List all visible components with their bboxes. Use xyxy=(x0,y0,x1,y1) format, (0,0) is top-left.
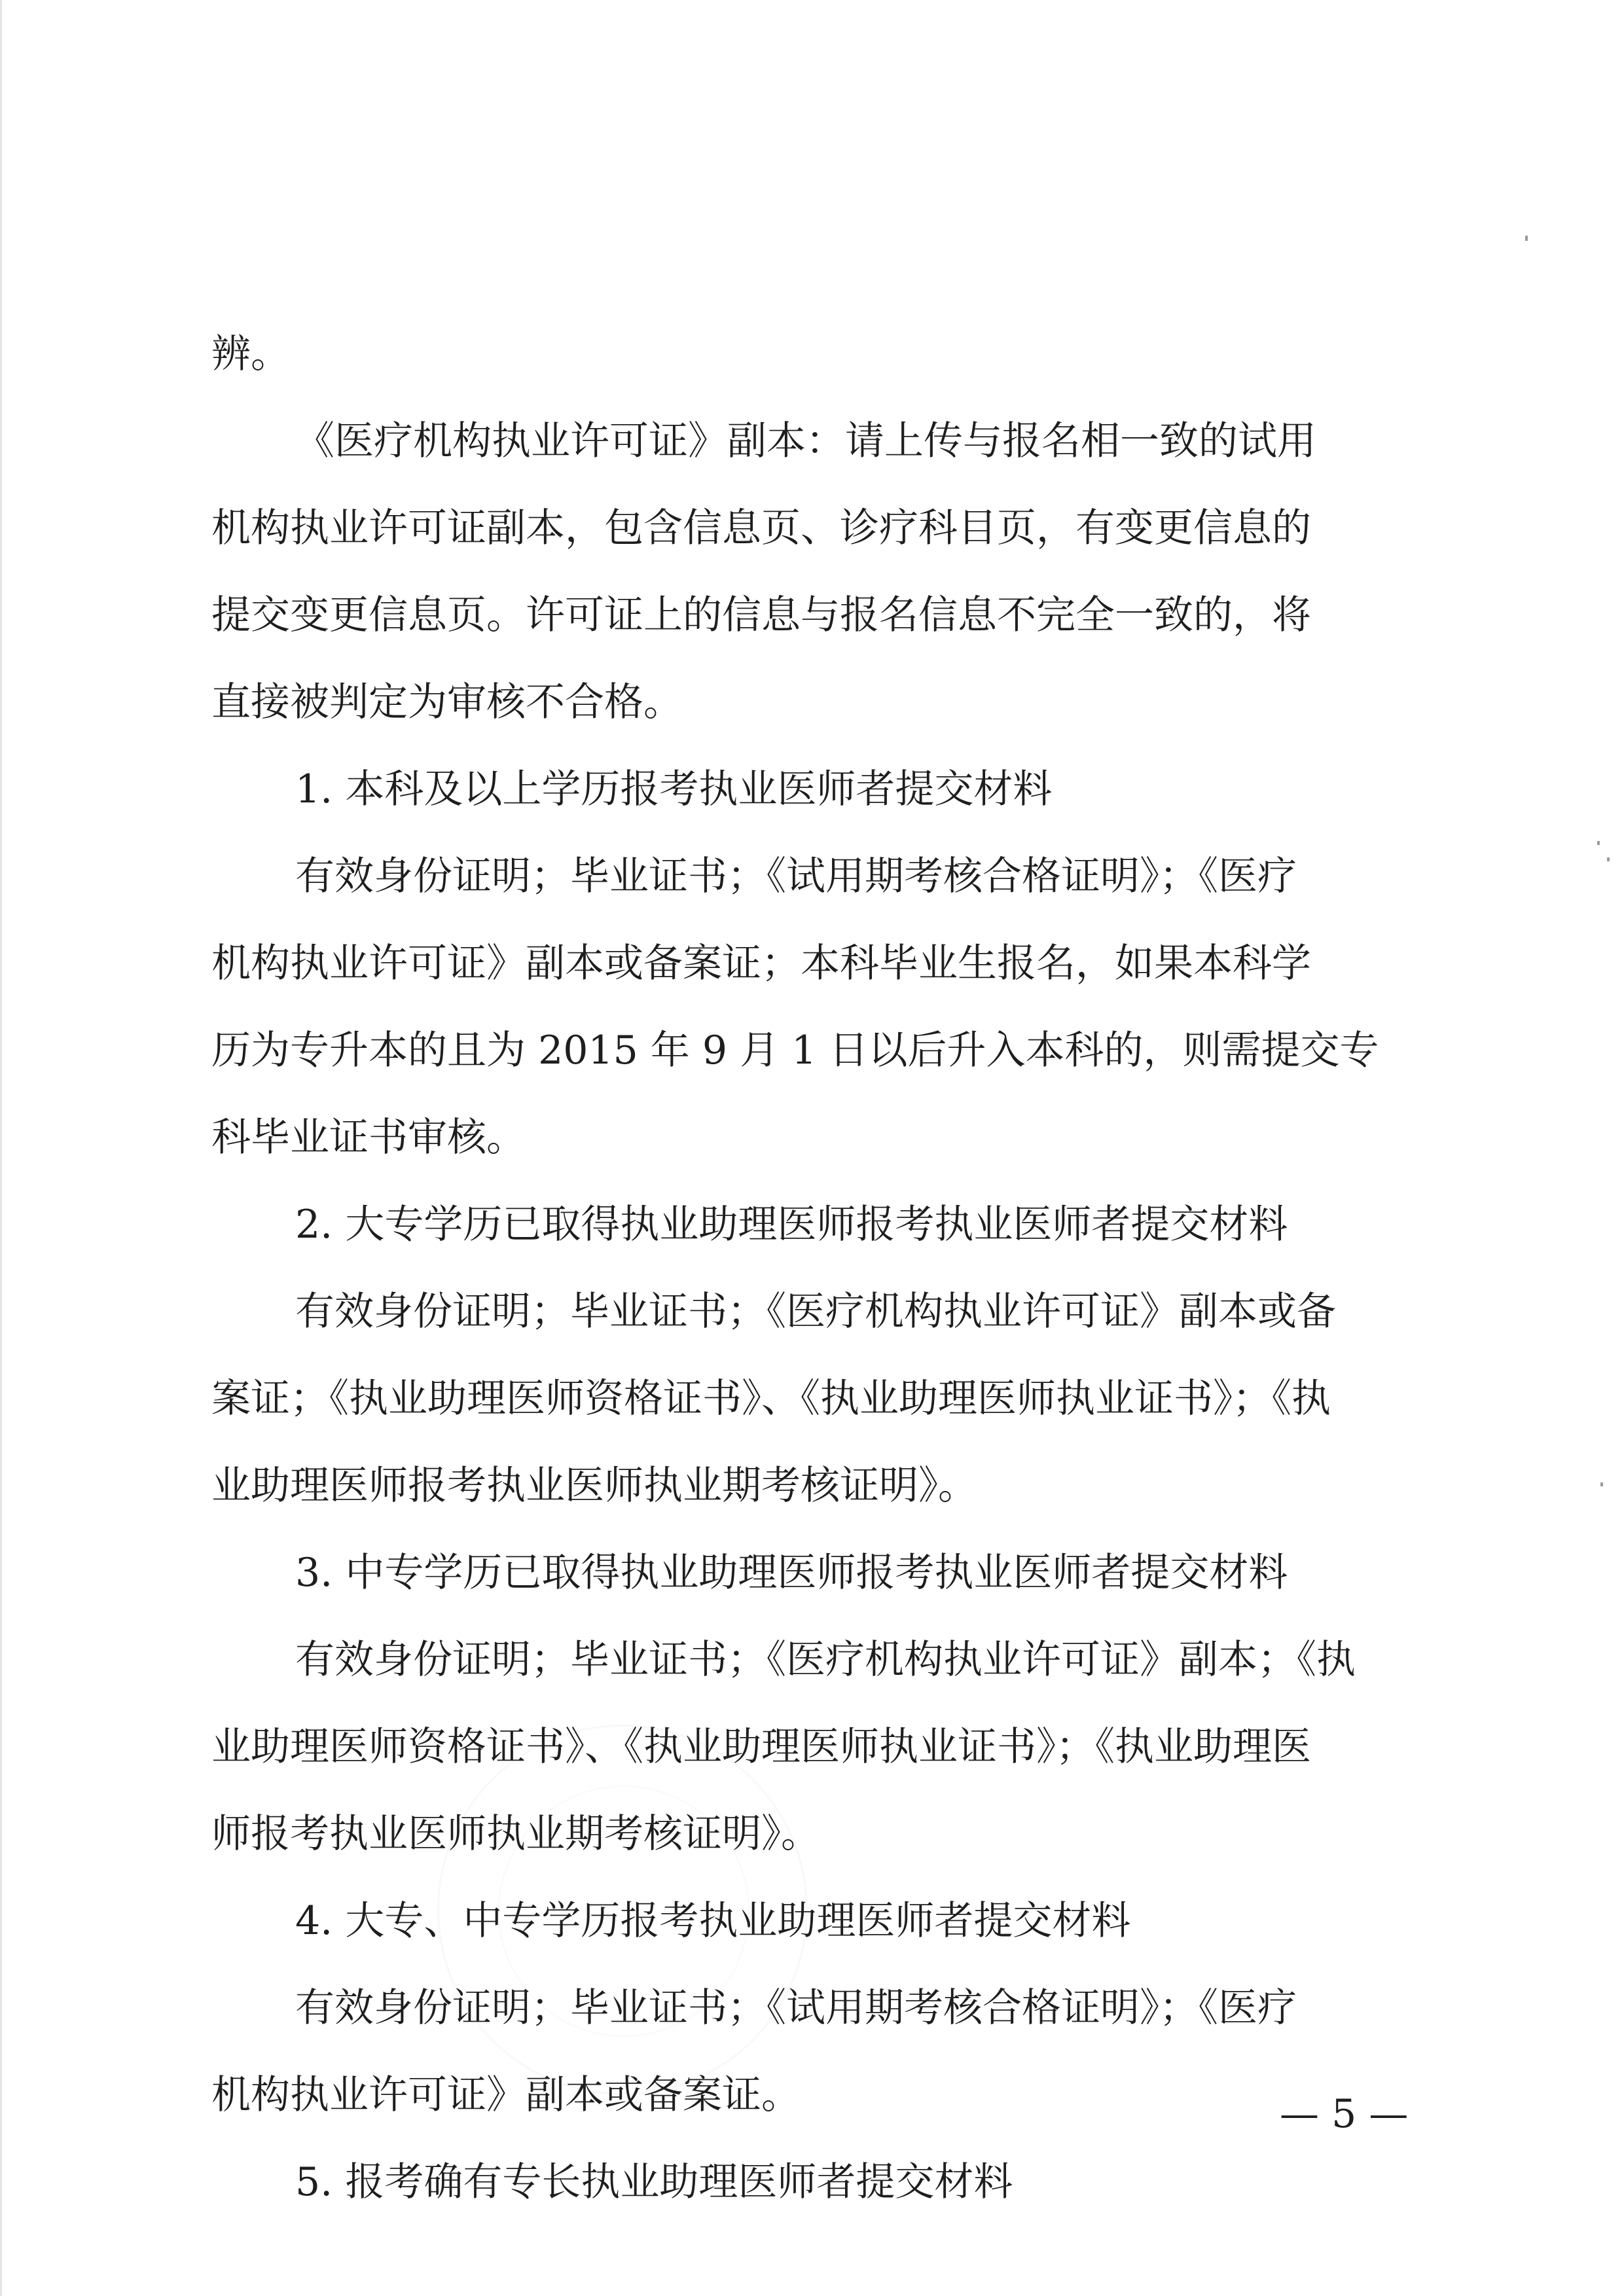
section-heading-2: 2. 大专学历已取得执业助理医师报考执业医师者提交材料 xyxy=(295,1202,1288,1247)
paragraph-line: 有效身份证明；毕业证书；《试用期考核合格证明》；《医疗 xyxy=(295,1985,1297,2031)
text-line: 机构执业许可证》副本或备案证；本科毕业生报名，如果本科学 xyxy=(211,941,1311,986)
paragraph-line: 有效身份证明；毕业证书；《试用期考核合格证明》；《医疗 xyxy=(295,853,1297,899)
scan-edge-mark xyxy=(0,0,2,2296)
text-line: 业助理医师报考执业医师执业期考核证明》。 xyxy=(211,1463,977,1509)
text-line: 历为专升本的且为 2015 年 9 月 1 日以后升入本科的，则需提交专 xyxy=(211,1028,1379,1073)
text-line: 辨。 xyxy=(211,331,290,377)
seal-inner-ring xyxy=(498,1785,749,2037)
section-heading-1: 1. 本科及以上学历报考执业医师者提交材料 xyxy=(295,766,1053,812)
text-line: 师报考执业医师执业期考核证明》。 xyxy=(211,1811,820,1857)
paragraph-line: 有效身份证明；毕业证书；《医疗机构执业许可证》副本或备 xyxy=(295,1289,1336,1335)
scan-edge-mark xyxy=(1597,841,1600,845)
paragraph-line: 有效身份证明；毕业证书；《医疗机构执业许可证》副本；《执 xyxy=(295,1637,1356,1683)
text-line: 机构执业许可证副本，包含信息页、诊疗科目页，有变更信息的 xyxy=(211,505,1311,551)
scan-edge-mark xyxy=(1525,236,1528,241)
text-line: 案证；《执业助理医师资格证书》、《执业助理医师执业证书》；《执 xyxy=(211,1376,1331,1422)
section-heading-4: 4. 大专、中专学历报考执业助理医师者提交材料 xyxy=(295,1898,1131,1944)
faded-seal-stamp xyxy=(437,1725,808,2095)
page-number: — 5 — xyxy=(1280,2091,1409,2137)
scan-edge-mark xyxy=(1607,857,1610,861)
section-heading-5: 5. 报考确有专长执业助理医师者提交材料 xyxy=(295,2159,1013,2205)
text-line: 直接被判定为审核不合格。 xyxy=(211,679,683,725)
document-body xyxy=(211,311,1429,2226)
text-line: 机构执业许可证》副本或备案证。 xyxy=(211,2072,801,2118)
section-heading-3: 3. 中专学历已取得执业助理医师报考执业医师者提交材料 xyxy=(295,1550,1288,1596)
paragraph-line: 《医疗机构执业许可证》副本：请上传与报名相一致的试用 xyxy=(295,418,1316,464)
text-line: 业助理医师资格证书》、《执业助理医师执业证书》；《执业助理医 xyxy=(211,1724,1311,1770)
text-line: 科毕业证书审核。 xyxy=(211,1115,526,1160)
text-line: 提交变更信息页。许可证上的信息与报名信息不完全一致的，将 xyxy=(211,592,1311,638)
scan-edge-mark xyxy=(1600,1482,1603,1486)
